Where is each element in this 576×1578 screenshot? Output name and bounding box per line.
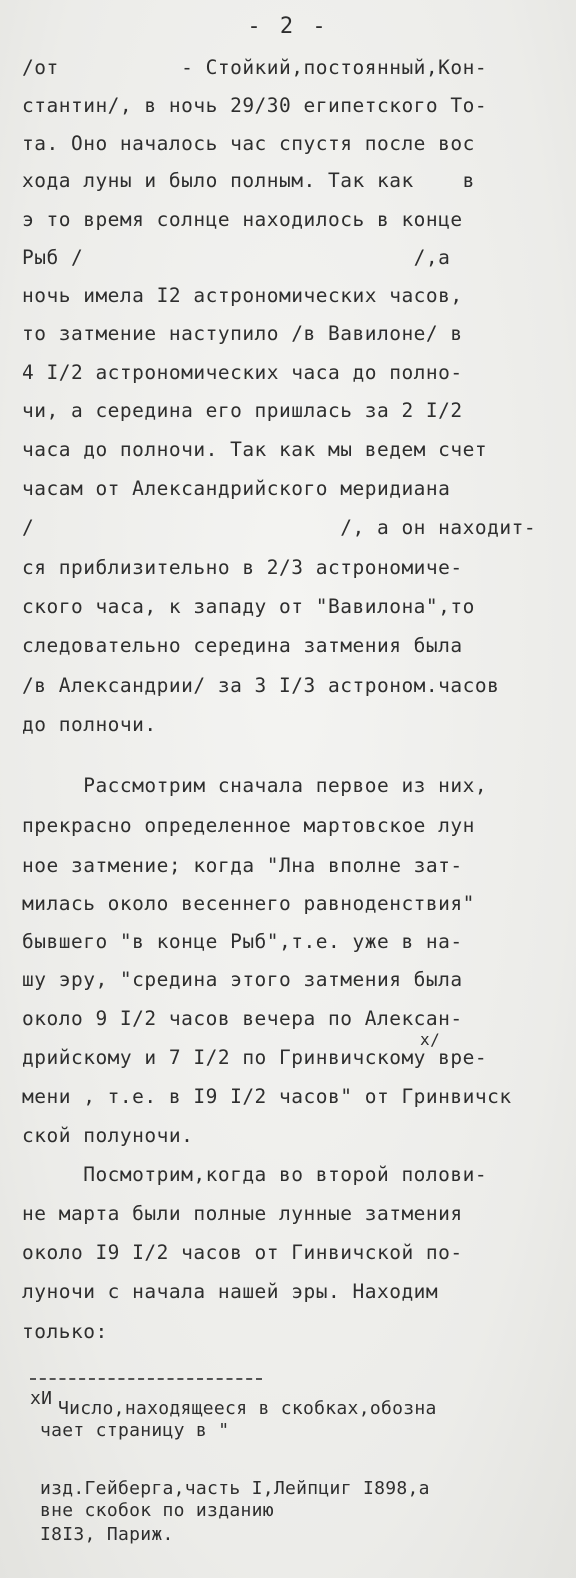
text-line: 4 I/2 астрономических часа до полно- <box>22 361 463 384</box>
footnote-text-line: I8I3, Париж. <box>40 1524 174 1545</box>
footnote-text-line: вне скобок по изданию <box>40 1500 274 1521</box>
text-line: стантин/, в ночь 29/30 египетского То- <box>22 94 488 117</box>
page-number: - 2 - <box>247 14 329 39</box>
text-line: около 9 I/2 часов вечера по Алексан- <box>22 1007 463 1030</box>
text-line: ского часа, к западу от "Вавилона",то <box>22 595 475 618</box>
text-line: не марта были полные лунные затмения <box>22 1202 463 1225</box>
text-line: бывшего "в конце Рыб",т.е. уже в на- <box>22 930 463 953</box>
text-line: ской полуночи. <box>22 1124 194 1147</box>
text-line: Рыб / /,а <box>22 246 451 269</box>
text-line: прекрасно определенное мартовское лун <box>22 814 475 837</box>
text-line: часам от Александрийского меридиана <box>22 477 451 500</box>
text-line: милась около весеннего равноденствия" <box>22 892 475 915</box>
text-line: Посмотрим,когда во второй полови- <box>22 1163 488 1186</box>
text-line: /в Александрии/ за 3 I/3 астроном.часов <box>22 674 500 697</box>
text-line: / /, а он находит- <box>22 516 537 539</box>
footnote-separator <box>30 1378 262 1380</box>
footnote-marker: x/ <box>420 1030 441 1049</box>
text-line: дрийскому и 7 I/2 по Гринвичскому вре- <box>22 1046 488 1069</box>
text-line: луночи с начала нашей эры. Находим <box>22 1280 439 1303</box>
text-line: ся приблизительно в 2/3 астрономиче- <box>22 556 463 579</box>
text-line: мени , т.е. в I9 I/2 часов" от Гринвичск <box>22 1085 512 1108</box>
text-line: только: <box>22 1320 108 1343</box>
text-line: та. Оно началось час спустя после вос <box>22 132 475 155</box>
text-line: следовательно середина затмения была <box>22 634 463 657</box>
text-line: ное затмение; когда "Лна вполне зат- <box>22 854 463 877</box>
text-line: хода луны и было полным. Так как в <box>22 169 475 192</box>
text-line: ночь имела I2 астрономических часов, <box>22 284 463 307</box>
text-line: то затмение наступило /в Вавилоне/ в <box>22 322 463 345</box>
text-line: шу эру, "средина этого затмения была <box>22 968 463 991</box>
footnote-text-line: Число,находящееся в скобках,обозна <box>58 1398 437 1419</box>
text-line: чи, а середина его пришлась за 2 I/2 <box>22 399 463 422</box>
text-line: /от - Стойкий,постоянный,Кон- <box>22 56 488 79</box>
text-line: до полночи. <box>22 713 157 736</box>
footnote-text-line: чает страницу в " <box>40 1420 230 1441</box>
footnote-line-marker: хИ <box>30 1388 53 1409</box>
footnote-text-line: изд.Гейберга,часть I,Лейпциг I898,а <box>40 1478 430 1499</box>
text-line: э то время солнце находилось в конце <box>22 208 463 231</box>
text-line: Рассмотрим сначала первое из них, <box>22 774 488 797</box>
text-line: около I9 I/2 часов от Гинвичской по- <box>22 1241 463 1264</box>
text-line: часа до полночи. Так как мы ведем счет <box>22 438 488 461</box>
